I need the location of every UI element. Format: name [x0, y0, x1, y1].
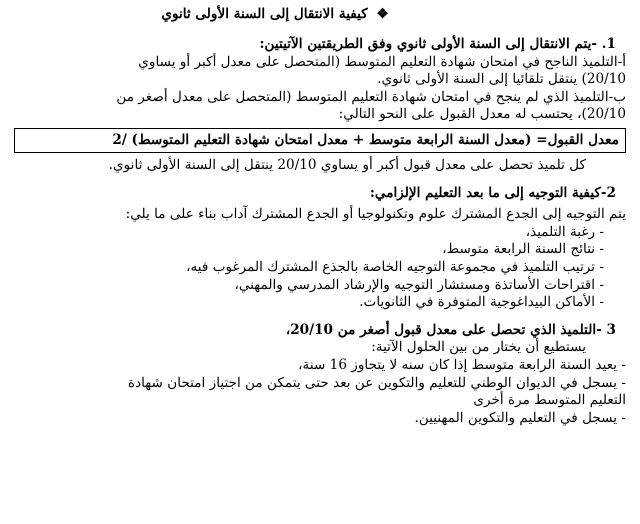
section-2 — [14, 185, 626, 312]
diamond-bullet-icon: ❖ — [376, 6, 389, 22]
list-item: - يسجل في التعليم والتكوين المهنيين. — [414, 409, 626, 426]
para-a-line-1: أ-التلميذ الناجح في امتحان شهادة التعليم المتوسط (المتحصل على معدل أكبر أو يساوي — [138, 53, 626, 70]
section-2-intro: يتم التوجيه إلى الجدع المشترك علوم وتكنولوجيا أو الجدع المشترك آداب بناء على ما يلي: — [125, 206, 626, 223]
section-3 — [14, 322, 626, 428]
page-title — [14, 6, 626, 22]
list-item: - يعيد السنة الرابعة متوسط إذا كان سنه لا يتجاوز 16 سنة، — [298, 356, 626, 373]
list-item: - يسجل في الديوان الوطني للتعليم والتكوين عن بعد حتى يتمكن من اجتياز امتحان شهادة — [127, 374, 626, 391]
list-item: - رغبة التلميذ، — [525, 223, 604, 240]
para-b-line-1: ب-التلميذ الذي لم ينجح في امتحان شهادة التعليم المتوسط (المتحصل على معدل أصغر من — [116, 88, 626, 105]
section-1 — [14, 36, 626, 175]
formula-box: معدل القبول= (معدل السنة الرابعة متوسط + معدل امتحان شهادة التعليم المتوسط) /2 — [14, 128, 626, 153]
section-1-heading: 1. -يتم الانتقال إلى السنة الأولى ثانوي وفق الطريقتين الآتيتين: — [259, 36, 616, 52]
para-b-line-2: 20/10)، يحتسب له معدل القبول على النحو التالي: — [338, 106, 626, 123]
list-item: - نتائج السنة الرابعة متوسط، — [442, 241, 604, 258]
section-3-intro: يستطيع أن يختار من بين الحلول الآتية: — [371, 339, 586, 356]
section-1-note: كل تلميذ تحصل على معدل قبول أكبر أو يساوي 20/10 ينتقل إلى السنة الأولى ثانوي. — [108, 156, 586, 173]
section-3-heading: 3 -التلميذ الذي تحصل على معدل قبول أصغر من 20/10، — [285, 321, 616, 338]
list-item: - اقتراحات الأساتذة ومستشار التوجيه والإرشاد المدرسي والمهني، — [234, 276, 604, 293]
para-a-line-2: 20/10) ينتقل تلقائيا إلى السنة الأولى ثانوي. — [377, 71, 626, 88]
section-2-heading: 2-كيفية التوجيه إلى ما بعد التعليم الإلزامي: — [369, 184, 616, 201]
page-title-text: كيفية الانتقال إلى السنة الأولى ثانوي — [161, 6, 368, 22]
list-item: - الأماكن البيداغوجية المتوفرة في الثانويات. — [359, 294, 604, 311]
list-item: التعليم المتوسط مرة أخرى — [473, 392, 626, 409]
list-item: - ترتيب التلميذ في مجموعة التوجيه الخاصة بالجذع المشترك المرغوب فيه، — [186, 258, 604, 275]
